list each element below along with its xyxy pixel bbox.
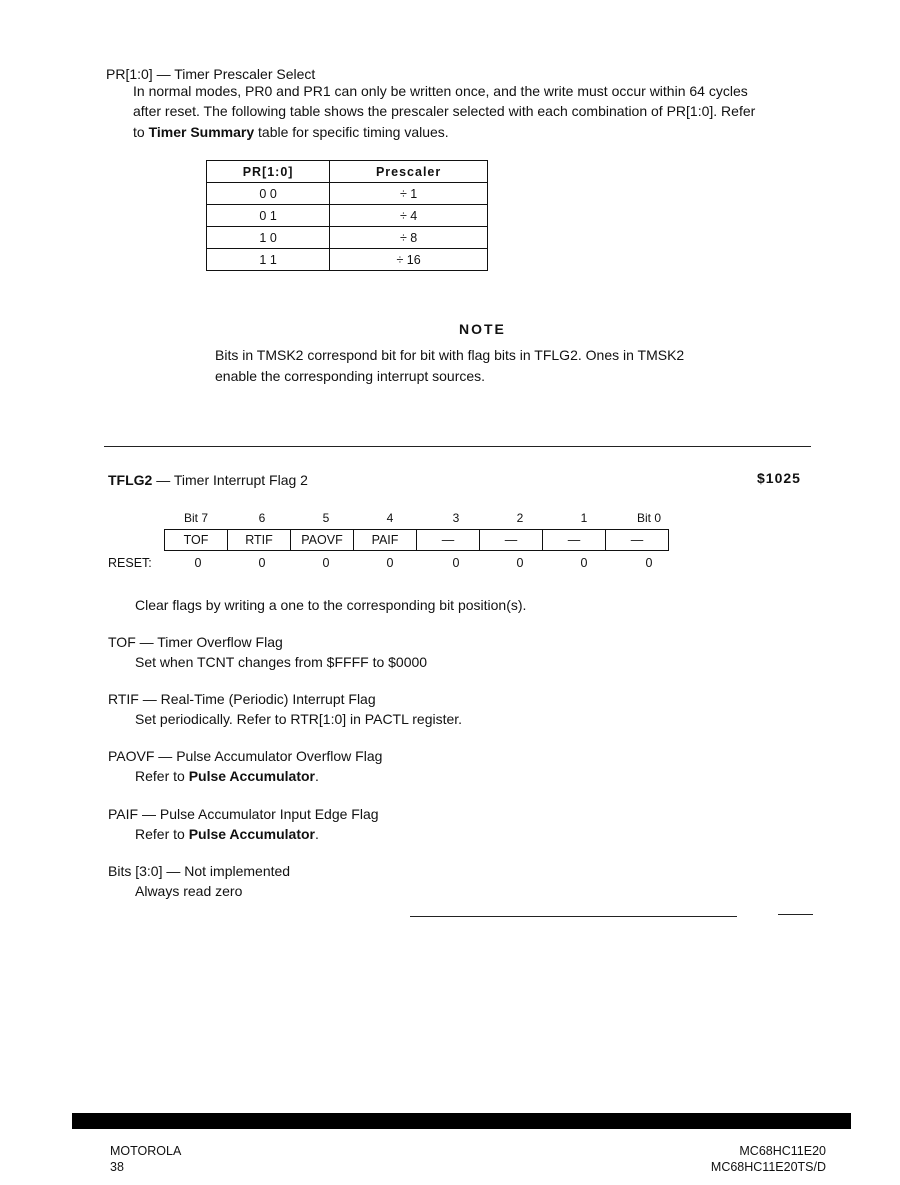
table-cell: 0 1 [207,205,330,227]
bit-field: RTIF [228,530,291,551]
end-rule-short [778,914,813,915]
prescaler-table [206,160,488,271]
prescaler-table-header: PR[1:0] [207,161,330,183]
bit-label: Bit 7 [183,511,208,525]
table-row [207,227,488,249]
footer-right: MC68HC11E20 MC68HC11E20TS/D [710,1144,826,1174]
reset-value: 0 [452,556,460,570]
tof-title: TOF — Timer Overflow Flag [108,634,283,650]
tof-description: Set when TCNT changes from $FFFF to $0000 [135,654,428,670]
reset-value: 0 [516,556,524,570]
paif-description: Refer to Pulse Accumulator. [135,826,319,842]
pr-body-line-2: after reset. The following table shows the prescaler selected with each combination of PR[1:0]. Refer [133,103,756,119]
register-title: TFLG2 — Timer Interrupt Flag 2 [108,472,308,488]
bit-field: TOF [165,530,228,551]
reset-value: 0 [580,556,588,570]
bit-field: PAOVF [291,530,354,551]
table-cell: ÷ 8 [330,227,488,249]
bit-label: 2 [516,511,524,525]
section-divider [104,446,811,447]
bit-field: — [543,530,606,551]
paif-title: PAIF — Pulse Accumulator Input Edge Flag [108,806,379,822]
bit-field: — [480,530,543,551]
reset-value: 0 [258,556,266,570]
footer-left: MOTOROLA 38 [110,1144,182,1174]
reset-value: 0 [194,556,202,570]
bit-label: 6 [258,511,266,525]
rtif-title: RTIF — Real-Time (Periodic) Interrupt Flag [108,691,376,707]
table-cell: ÷ 4 [330,205,488,227]
reset-value: 0 [386,556,394,570]
pr-body-line-3: to Timer Summary table for specific timing values. [133,124,449,140]
note-line-2: enable the corresponding interrupt sources. [215,368,486,384]
reset-value: 0 [322,556,330,570]
prescaler-table-header: Prescaler [330,161,488,183]
register-bit-fields [164,529,669,551]
bit-label: 3 [452,511,460,525]
footer-bar [72,1113,851,1129]
bit-field: — [606,530,669,551]
bits-not-implemented-title: Bits [3:0] — Not implemented [108,863,291,879]
bit-label: Bit 0 [636,511,661,525]
reset-value: 0 [645,556,653,570]
clear-flags-text: Clear flags by writing a one to the corresponding bit position(s). [135,597,527,613]
table-row [207,183,488,205]
table-row [207,249,488,271]
end-rule [410,916,737,917]
table-cell: 1 0 [207,227,330,249]
paovf-description: Refer to Pulse Accumulator. [135,768,319,784]
table-cell: ÷ 1 [330,183,488,205]
table-row [207,205,488,227]
note-line-1: Bits in TMSK2 correspond bit for bit with flag bits in TFLG2. Ones in TMSK2 [215,347,685,363]
pr-heading: PR[1:0] — Timer Prescaler Select [106,66,316,82]
reset-label: RESET: [108,556,152,570]
bit-field: PAIF [354,530,417,551]
bit-label: 4 [386,511,394,525]
rtif-description: Set periodically. Refer to RTR[1:0] in PACTL register. [135,711,463,727]
table-cell: ÷ 16 [330,249,488,271]
table-cell: 0 0 [207,183,330,205]
timer-summary-ref: Timer Summary [148,124,255,140]
note-title: NOTE [459,321,506,337]
bit-label: 1 [580,511,588,525]
bits-not-implemented-description: Always read zero [135,883,243,899]
bit-field: — [417,530,480,551]
paovf-title: PAOVF — Pulse Accumulator Overflow Flag [108,748,383,764]
register-address: $1025 [757,470,801,486]
pr-body-line-1: In normal modes, PR0 and PR1 can only be written once, and the write must occur within 64 cycles [133,83,748,99]
table-cell: 1 1 [207,249,330,271]
bit-label: 5 [322,511,330,525]
